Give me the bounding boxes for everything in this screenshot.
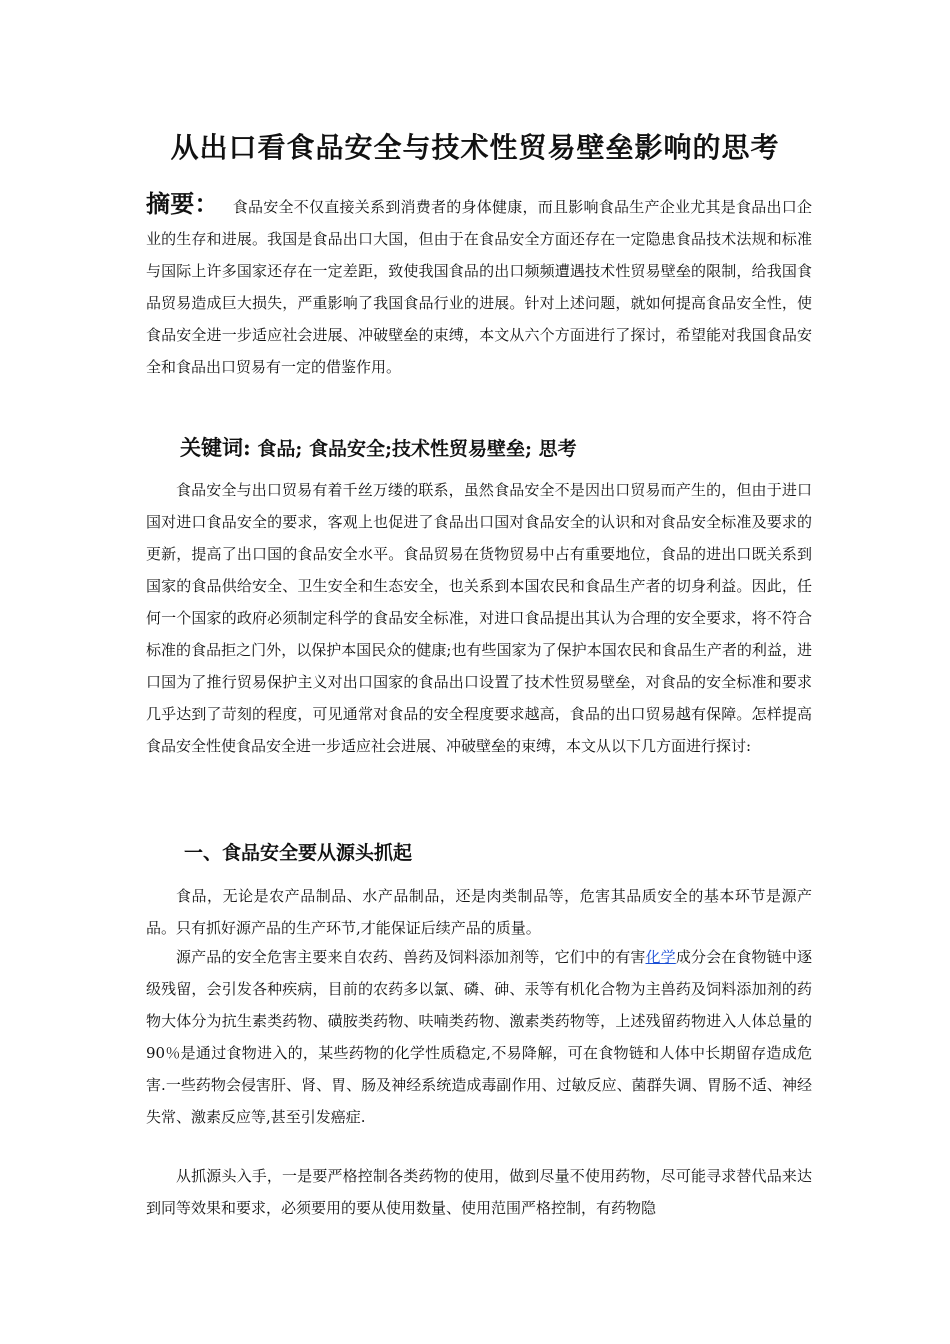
section-1-paragraph-1: 食品，无论是农产品制品、水产品制品，还是肉类制品等，危害其品质安全的基本环节是源产品。只有抓好源产品的生产环节,才能保证后续产品的质量。 bbox=[146, 887, 812, 937]
keywords-text: 食品; 食品安全;技术性贸易壁垒; 思考 bbox=[257, 438, 577, 460]
keywords-line bbox=[180, 430, 820, 467]
section-1-paragraph-3: 从抓源头入手，一是要严格控制各类药物的使用，做到尽量不使用药物，尽可能寻求替代品来达到同等效果和要求，必须要用的要从使用数量、使用范围严格控制，有药物隐 bbox=[146, 1167, 812, 1217]
document-title: 从出口看食品安全与技术性贸易壁垒影响的思考 bbox=[170, 131, 780, 164]
intro-paragraph: 食品安全与出口贸易有着千丝万缕的联系，虽然食品安全不是因出口贸易而产生的，但由于进口国对进口食品安全的要求，客观上也促进了食品出口国对食品安全的认识和对食品安全标准及要求的更新，提高了出口国的食品安全水平。食品贸易在货物贸易中占有重要地位，食品的进出口既关系到国家的食品供给安全、卫生安全和生态安全，也关系到本国农民和食品生产者的切身利益。因此，任何一个国家的政府必须制定科学的食品安全标准，对进口食品提出其认为合理的安全要求，将不符合标准的食品拒之门外，以保护本国民众的健康;也有些国家为了保护本国农民和食品生产者的利益，进口国为了推行贸易保护主义对出口国家的食品出口设置了技术性贸易壁垒，对食品的安全标准和要求几乎达到了苛刻的程度，可见通常对食品的安全程度要求越高，食品的出口贸易越有保障。怎样提高食品安全性使食品安全进一步适应社会进展、冲破壁垒的束缚，本文从以下几方面进行探讨: bbox=[146, 481, 812, 755]
abstract-text: 食品安全不仅直接关系到消费者的身体健康，而且影响食品生产企业尤其是食品出口企业的生存和进展。我国是食品出口大国，但由于在食品安全方面还存在一定隐患食品技术法规和标准与国际上许多国家还存在一定差距，致使我国食品的出口频频遭遇技术性贸易壁垒的限制，给我国食品贸易造成巨大损失，严重影响了我国食品行业的进展。针对上述问题，就如何提高食品安全性，使食品安全进一步适应社会进展、冲破壁垒的束缚，本文从六个方面进行了探讨，希望能对我国食品安全和食品出口贸易有一定的借鉴作用。 bbox=[146, 198, 812, 376]
abstract-block bbox=[146, 188, 812, 383]
paragraph-2-text-end: 成分会在食物链中逐级残留，会引发各种疾病，目前的农药多以氯、磷、砷、汞等有机化合物为主兽药及饲料添加剂的药物大体分为抗生素类药物、磺胺类药物、呋喃类药物、激素类药物等，上述残留药物进入人体总量的90％是通过食物进入的，某些药物的化学性质稳定,不易降解，可在食物链和人体中长期留存造成危害.一些药物会侵害肝、肾、胃、肠及神经系统造成毒副作用、过敏反应、菌群失调、胃肠不适、神经失常、激素反应等,甚至引发癌症. bbox=[146, 948, 812, 1126]
keywords-label: 关键词: bbox=[180, 435, 251, 460]
section-1-paragraph-2 bbox=[146, 941, 812, 1133]
abstract-label: 摘要： bbox=[146, 189, 219, 218]
chemistry-link[interactable]: 化学 bbox=[645, 948, 676, 966]
paragraph-2-text-start: 源产品的安全危害主要来自农药、兽药及饲料添加剂等，它们中的有害 bbox=[176, 948, 646, 966]
section-1-heading: 一、食品安全要从源头抓起 bbox=[184, 842, 413, 864]
